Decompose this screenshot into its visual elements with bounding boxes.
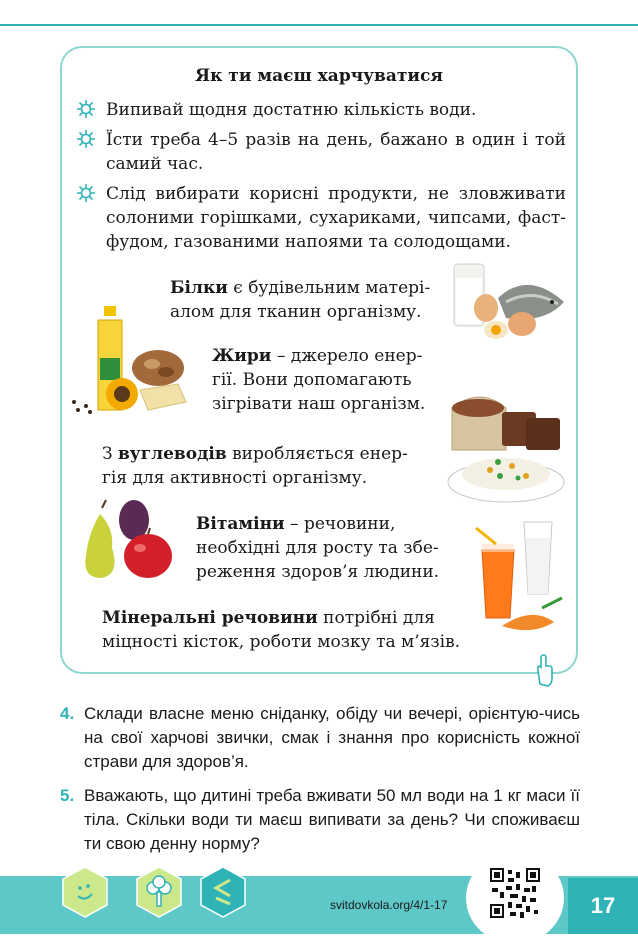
- minerals-paragraph: [102, 606, 462, 654]
- carb-foods-image: [440, 386, 570, 504]
- carbs-text: виробляється енер-гія для активності організму.: [102, 444, 408, 488]
- fat-foods-image: [68, 302, 194, 420]
- task-text: Склади власне меню сніданку, обіду чи вечері, орієнтую-чись на свої харчові звички, смак і знання про корисність кожної страви для здоров’я.: [84, 704, 580, 771]
- fats-text: – джерело енер-гії. Вони допомагають зігрівати наш організм.: [212, 346, 426, 414]
- tip-item: [76, 128, 566, 176]
- fats-term: Жири: [212, 346, 272, 366]
- tip-item: [76, 98, 566, 122]
- compare-hex-icon: [200, 866, 246, 918]
- proteins-term: Білки: [170, 278, 228, 298]
- task-4: [60, 702, 580, 774]
- footer-url[interactable]: svitdovkola.org/4/1-17: [330, 898, 448, 912]
- proteins-paragraph: [170, 276, 442, 324]
- carbs-paragraph: [102, 442, 410, 490]
- page-number: 17: [568, 878, 638, 934]
- fats-paragraph: [212, 344, 434, 416]
- proteins-text: є будівельним матері-алом для тканин організму.: [170, 278, 431, 322]
- hand-icon: [530, 654, 558, 688]
- box-title: Як ти маєш харчуватися: [195, 66, 443, 86]
- task-number: 4.: [60, 704, 75, 723]
- tip-text: Випивай щодня достатню кількість води.: [106, 100, 477, 120]
- fruit-image: [78, 498, 182, 582]
- vitamins-paragraph: [196, 512, 446, 584]
- carbs-pre: З: [102, 444, 118, 464]
- vitamins-text: – речовини, необхідні для росту та збе-реження здоров’я людини.: [196, 514, 440, 582]
- sun-bullet-icon: [76, 129, 96, 149]
- carbs-term: вуглеводів: [118, 444, 227, 464]
- minerals-text: потрібні для міцності кісток, роботи мозку та м’язів.: [102, 608, 461, 652]
- face-hex-icon: [62, 866, 108, 918]
- tip-text: Їсти треба 4–5 разів на день, бажано в один і той самий час.: [106, 130, 566, 174]
- sun-bullet-icon: [76, 183, 96, 203]
- mineral-foods-image: [472, 514, 568, 642]
- top-rule: [0, 24, 638, 26]
- task-number: 5.: [60, 786, 75, 805]
- qr-code[interactable]: [490, 868, 540, 918]
- minerals-term: Мінеральні речовини: [102, 608, 318, 628]
- tree-hex-icon: [136, 866, 182, 918]
- sun-bullet-icon: [76, 99, 96, 119]
- task-5: [60, 784, 580, 856]
- task-text: Вважають, що дитині треба вживати 50 мл води на 1 кг маси її тіла. Скільки води ти маєш випивати за день? Чи споживаєш ти свою денну норму?: [84, 786, 580, 853]
- tip-item: [76, 182, 566, 254]
- tip-text: Слід вибирати корисні продукти, не зловживати солоними горішками, сухариками, чипсами, фаст-фудом, газованими напоями та солодощами.: [106, 184, 566, 252]
- protein-foods-image: [448, 258, 570, 344]
- vitamins-term: Вітаміни: [196, 514, 285, 534]
